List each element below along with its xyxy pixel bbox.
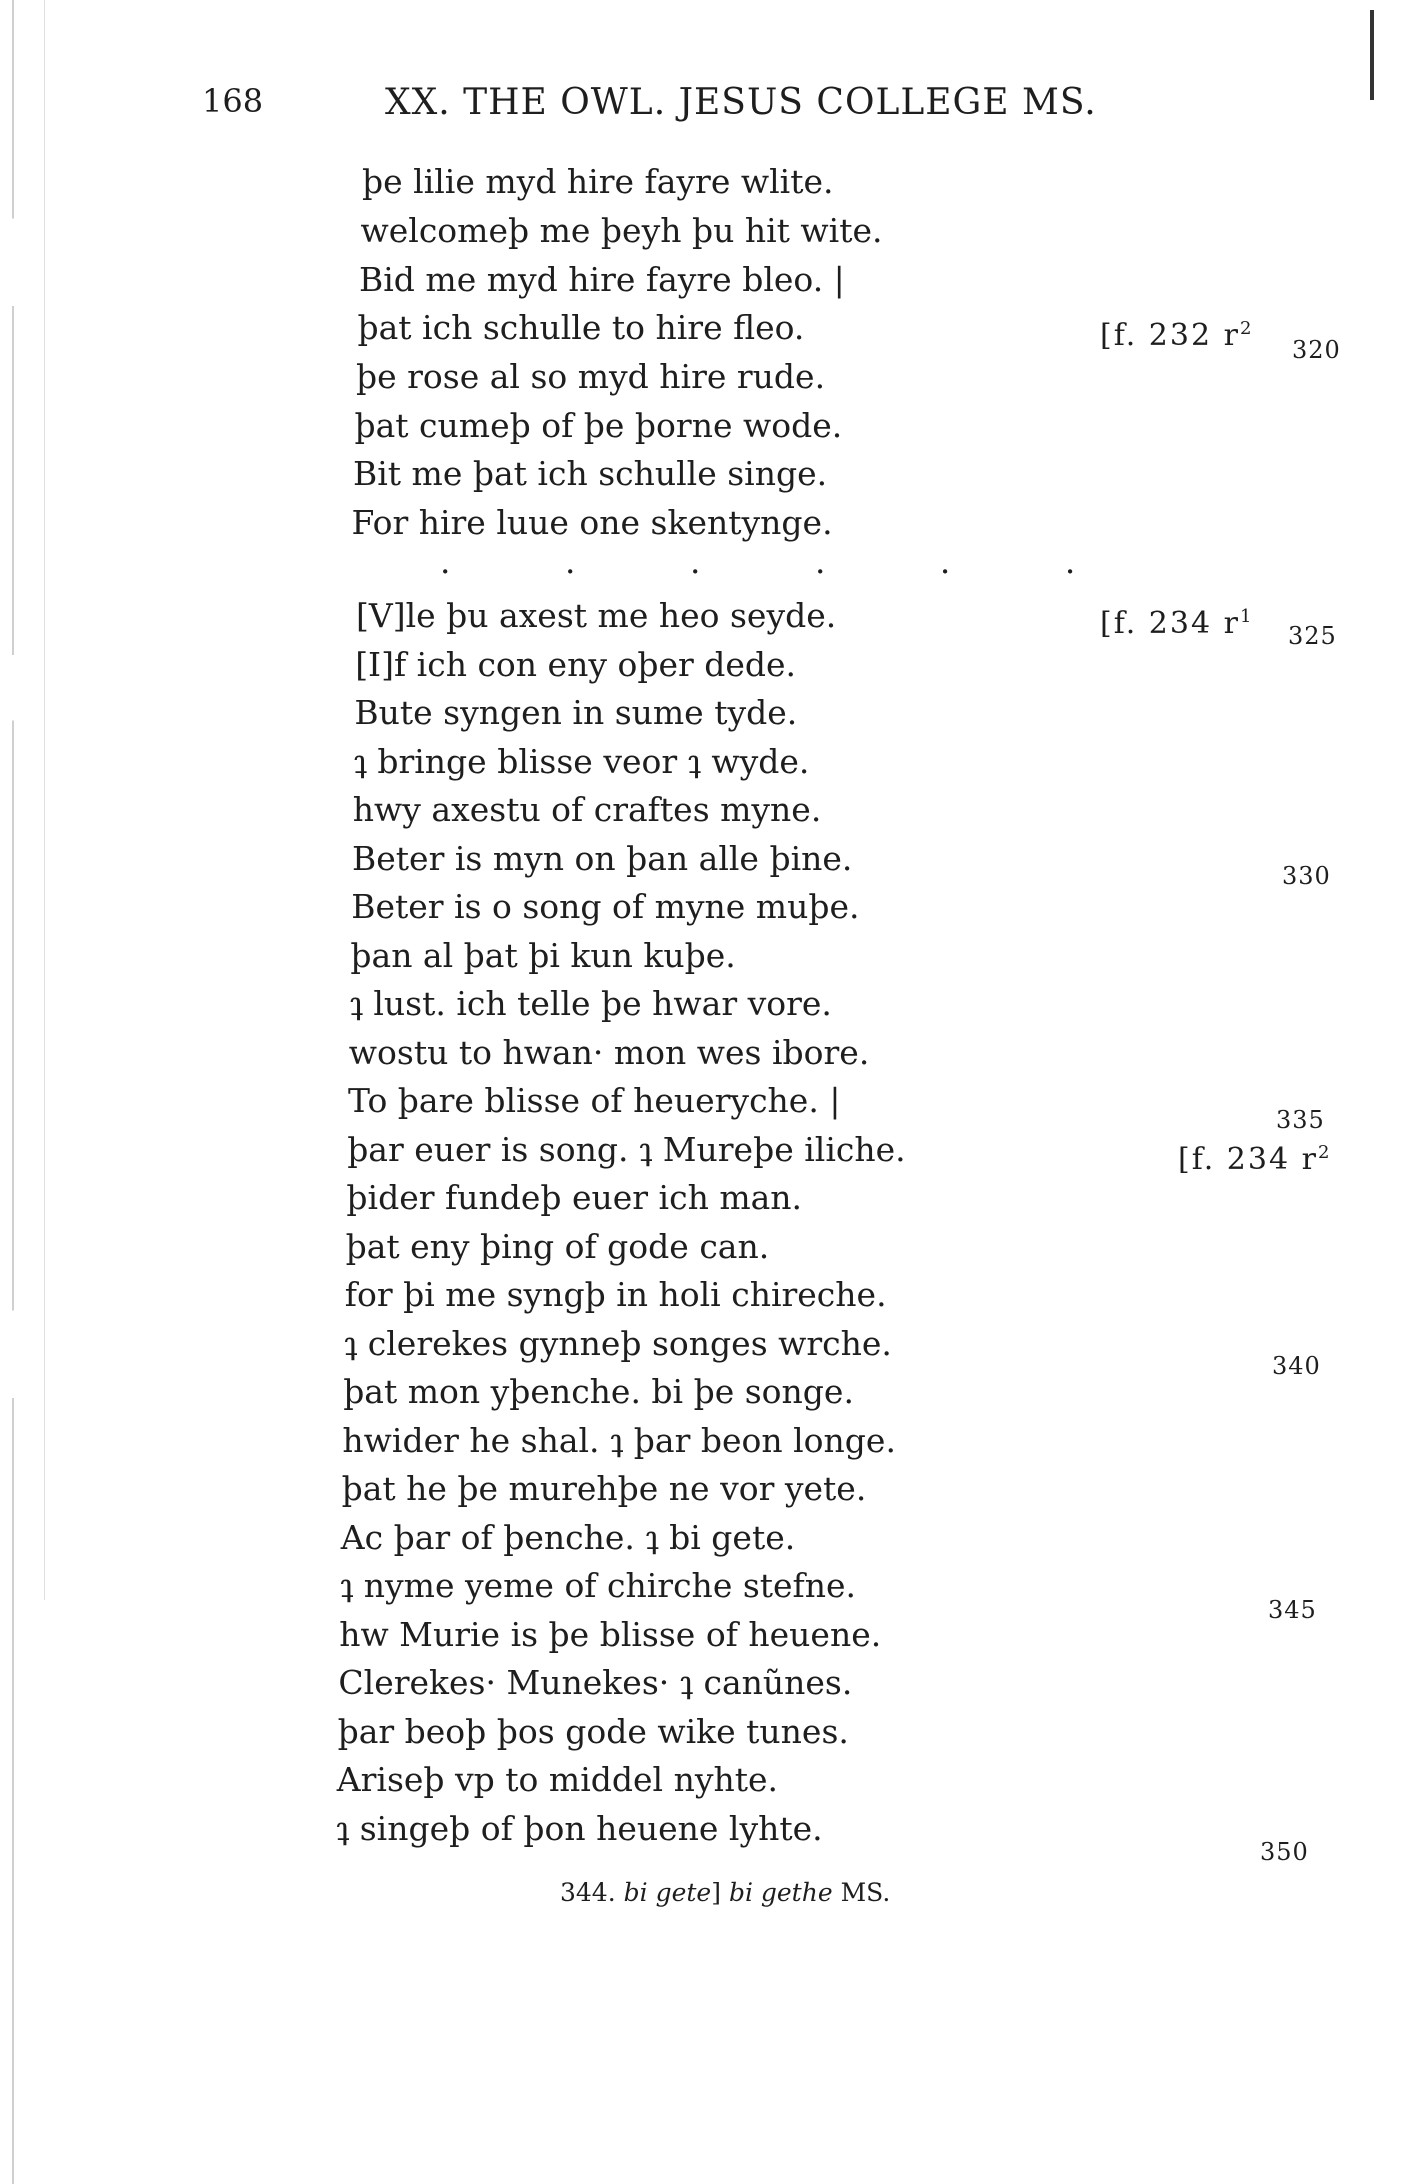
line-number: 340 bbox=[1272, 1352, 1321, 1380]
page-gutter-line bbox=[44, 0, 45, 1600]
running-header bbox=[0, 82, 1405, 132]
line-number: 335 bbox=[1276, 1106, 1325, 1134]
verse-line: ʇ nyme yeme of chirche stefne. bbox=[340, 1566, 857, 1605]
verse-line: Beter is myn on þan alle þine. bbox=[352, 838, 853, 878]
verse-line: ʇ bringe blisse veor ʇ wyde. bbox=[353, 741, 810, 781]
line-number: 350 bbox=[1260, 1838, 1309, 1866]
verse-line: þe rose al so myd hire rude. bbox=[356, 357, 826, 396]
verse-line: þider fundeþ euer ich man. bbox=[346, 1178, 803, 1217]
folio-ref: [f. 232 $r^2$ bbox=[1100, 318, 1254, 353]
verse-line: þat ich schulle to hire fleo. bbox=[357, 308, 805, 347]
footnote-siglum: MS. bbox=[840, 1878, 891, 1907]
verse-line: wostu to hwan· mon wes ibore. bbox=[348, 1032, 870, 1072]
footnote bbox=[560, 1878, 890, 1907]
verse-line: þe lilie myd hire fayre wlite. bbox=[362, 162, 834, 201]
verse-line: To þare blisse of heueryche. | bbox=[348, 1081, 841, 1120]
footnote-reading: bi gethe bbox=[728, 1878, 833, 1907]
verse-line: Bute syngen in sume tyde. bbox=[354, 693, 798, 732]
verse-line: þar euer is song. ʇ Mureþe iliche. bbox=[347, 1129, 906, 1169]
verse-line: þan al þat þi kun kuþe. bbox=[350, 935, 736, 975]
page-edge-shadow bbox=[12, 0, 14, 2184]
footnote-number: 344. bbox=[560, 1878, 616, 1907]
folio-ref: [f. 234 $r^2$ bbox=[1178, 1142, 1332, 1177]
verse-line: hwider he shal. ʇ þar beon longe. bbox=[342, 1420, 896, 1460]
line-number: 345 bbox=[1268, 1596, 1317, 1624]
verse-line: For hire luue one skentynge. bbox=[351, 503, 833, 542]
verse-line: welcomeþ me þeyh þu hit wite. bbox=[360, 211, 883, 250]
verse-line: [V]le þu axest me heo seyde. bbox=[356, 596, 837, 635]
page-number: 168 bbox=[202, 82, 264, 120]
verse-line: [I]f ich con eny oþer dede. bbox=[355, 644, 797, 684]
line-number: 330 bbox=[1282, 862, 1331, 890]
running-title: XX. THE OWL. JESUS COLLEGE MS. bbox=[385, 82, 1097, 123]
verse-line: þat he þe murehþe ne vor yete. bbox=[341, 1469, 867, 1508]
verse-line: ʇ clerekes gynneþ songes wrche. bbox=[344, 1323, 892, 1363]
verse-line: þat eny þing of gode can. bbox=[345, 1226, 770, 1266]
verse-line: Ariseþ vp to middel nyhte. bbox=[336, 1760, 779, 1799]
verse-line: ʇ lust. ich telle þe hwar vore. bbox=[349, 984, 832, 1023]
verse-line: hwy axestu of craftes myne. bbox=[352, 790, 822, 829]
verse-line: þar beoþ þos gode wike tunes. bbox=[337, 1711, 849, 1751]
footnote-bracket: ] bbox=[711, 1878, 721, 1907]
line-number: 325 bbox=[1288, 622, 1337, 650]
verse-line: Bit me þat ich schulle singe. bbox=[353, 454, 828, 493]
verse-line: þat mon yþenche. bi þe songe. bbox=[343, 1372, 854, 1411]
verse-line: þat cumeþ of þe þorne wode. bbox=[354, 406, 843, 445]
verse-line: Beter is o song of myne muþe. bbox=[351, 887, 860, 926]
folio-ref: [f. 234 $r^1$ bbox=[1100, 606, 1254, 641]
verse-line: Clerekes· Munekes· ʇ canũnes. bbox=[338, 1663, 853, 1702]
verse-line: Ac þar of þenche. ʇ bi gete. bbox=[340, 1517, 796, 1557]
omission-dots: · · · · · · bbox=[440, 552, 1128, 591]
footnote-lemma: bi gete bbox=[623, 1878, 712, 1907]
verse-line: for þi me syngþ in holi chireche. bbox=[344, 1275, 887, 1314]
verse-line: Bid me myd hire fayre bleo. | bbox=[359, 260, 845, 299]
verse-line: hw Murie is þe blisse of heuene. bbox=[339, 1614, 882, 1654]
verse-line: ʇ singeþ of þon heuene lyhte. bbox=[336, 1808, 823, 1848]
line-number: 320 bbox=[1292, 336, 1341, 364]
